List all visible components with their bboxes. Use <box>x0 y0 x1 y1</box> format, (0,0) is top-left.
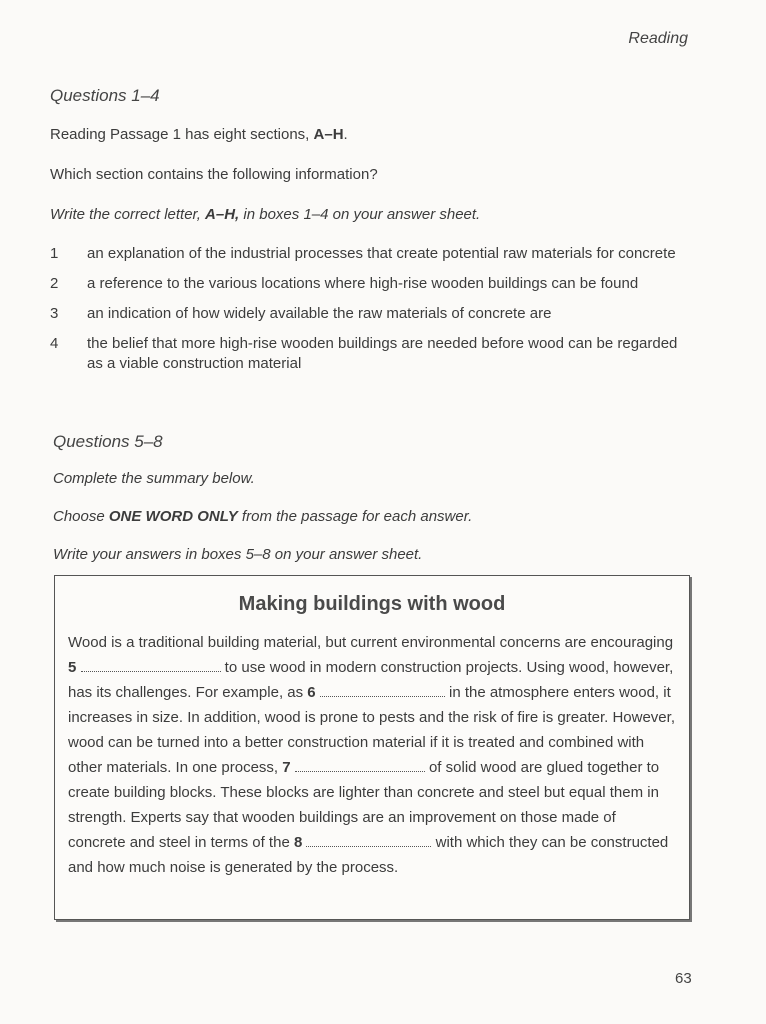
question-text: a reference to the various locations where high-rise wooden buildings can be found <box>87 275 639 292</box>
question-number: 3 <box>50 305 59 322</box>
questions-5-8-heading: Questions 5–8 <box>53 432 163 451</box>
summary-part: of solid wood are glued together to create building blocks. These blocks are lighter than concrete and steel but equal them in strength. Experts say that wooden buildings are an improvement on those made of concrete and steel in terms of the <box>68 759 660 851</box>
summary-box <box>54 575 690 920</box>
question-text: an explanation of the industrial processes that create potential raw materials for concrete <box>87 245 676 262</box>
question-item <box>50 274 690 294</box>
instruction-one-word-end: from the passage for each answer. <box>237 508 473 525</box>
question-text: the belief that more high-rise wooden buildings are needed before wood can be regarded as a viable construction material <box>87 335 678 372</box>
question-item <box>50 244 690 264</box>
summary-text <box>55 630 689 880</box>
summary-part: to use wood in modern construction projects. Using wood, however, has its challenges. For example, as <box>68 659 674 701</box>
instruction-sections <box>50 126 348 143</box>
question-text: an indication of how widely available the raw materials of concrete are <box>87 305 552 322</box>
answer-blank-6 <box>320 684 445 697</box>
questions-1-4-heading: Questions 1–4 <box>50 86 160 105</box>
summary-part: with which they can be constructed and how much noise is generated by the process. <box>68 834 669 876</box>
instruction-write-letter-text: Write the correct letter, <box>50 206 206 223</box>
gap-number: 7 <box>282 759 291 776</box>
instruction-sections-range: A–H <box>313 126 344 143</box>
instruction-write-letter-end: in boxes 1–4 on your answer sheet. <box>239 206 481 223</box>
answer-blank-7 <box>295 759 425 772</box>
instruction-complete-summary: Complete the summary below. <box>53 470 255 487</box>
summary-part: Wood is a traditional building material, but current environmental concerns are encouraging <box>68 634 674 651</box>
question-number: 4 <box>50 335 59 352</box>
question-item <box>50 334 690 374</box>
gap-number: 8 <box>293 834 303 851</box>
answer-blank-8 <box>306 834 431 847</box>
summary-part: in the atmosphere enters wood, it increases in size. In addition, wood is prone to pests and the risk of fire is greater. However, wood can be turned into a better construction material if it is treated and combined with other materials. In one process, <box>68 684 675 776</box>
instruction-one-word-text: Choose <box>53 508 109 525</box>
instruction-sections-end: . <box>343 126 348 143</box>
instruction-write-letter <box>50 206 480 223</box>
instruction-boxes-5-8: Write your answers in boxes 5–8 on your answer sheet. <box>53 546 423 563</box>
answer-blank-5 <box>81 659 221 672</box>
question-number: 1 <box>50 245 59 262</box>
question-item <box>50 304 690 324</box>
instruction-sections-text: Reading Passage 1 has eight sections, <box>50 126 314 143</box>
summary-title: Making buildings with wood <box>238 593 506 615</box>
question-number: 2 <box>50 275 59 292</box>
instruction-one-word <box>53 508 472 525</box>
gap-number: 6 <box>307 684 316 701</box>
instruction-write-letter-range: A–H, <box>205 206 240 223</box>
instruction-which-section: Which section contains the following information? <box>50 166 378 183</box>
running-head: Reading <box>628 30 688 47</box>
gap-number: 5 <box>68 659 77 676</box>
page-number: 63 <box>675 970 692 987</box>
question-list <box>50 244 690 384</box>
instruction-one-word-emphasis: ONE WORD ONLY <box>108 508 238 525</box>
